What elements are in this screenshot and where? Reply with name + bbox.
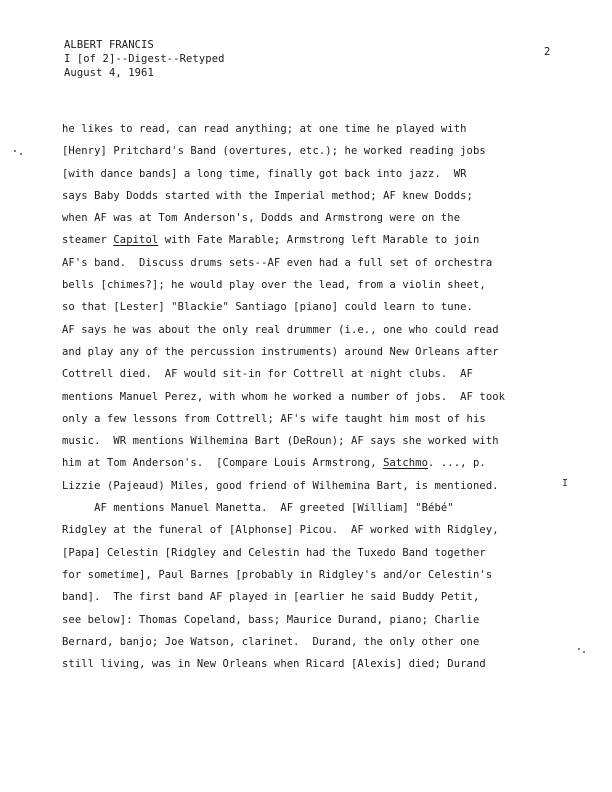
header-name: ALBERT FRANCIS (64, 39, 154, 51)
body-line: AF's band. Discuss drums sets--AF even had a full set of orchestra (62, 256, 493, 269)
body-line: [with dance bands] a long time, finally got back into jazz. WR (62, 167, 467, 180)
header-date: August 4, 1961 (64, 67, 154, 79)
scan-speck (578, 648, 580, 650)
scan-speck (583, 651, 585, 653)
body-line: [Papa] Celestin [Ridgley and Celestin had the Tuxedo Band together (62, 546, 486, 559)
page-number: 2 (544, 46, 551, 58)
body-line: AF mentions Manuel Manetta. AF greeted [William] "Bébé" (62, 502, 454, 515)
body-line: band]. The first band AF played in [earlier he said Buddy Petit, (62, 591, 480, 604)
body-text: him at Tom Anderson's. [Compare Louis Armstrong, (62, 457, 384, 470)
body-line: Cottrell died. AF would sit-in for Cottrell at night clubs. AF (62, 368, 473, 381)
body-line: when AF was at Tom Anderson's, Dodds and Armstrong were on the (62, 212, 461, 225)
body-text: . ..., p. (428, 457, 486, 470)
body-line (62, 229, 572, 251)
scan-speck (20, 153, 22, 155)
body-line: Bernard, banjo; Joe Watson, clarinet. Durand, the only other one (62, 635, 480, 648)
body-line: he likes to read, can read anything; at one time he played with (62, 123, 467, 135)
body-line: so that [Lester] "Blackie" Santiago [piano] could learn to tune. (62, 301, 473, 314)
body-line: Ridgley at the funeral of [Alphonse] Picou. AF worked with Ridgley, (62, 524, 499, 537)
document-header (64, 38, 225, 80)
body-line: Lizzie (Pajeaud) Miles, good friend of Wilhemina Bart, is mentioned. (62, 479, 499, 492)
body-line: says Baby Dodds started with the Imperial method; AF knew Dodds; (62, 189, 473, 202)
body-line: mentions Manuel Perez, with whom he worked a number of jobs. AF took (62, 390, 506, 403)
margin-bar-mark: I (562, 478, 569, 489)
body-line (62, 452, 572, 474)
body-line: see below]: Thomas Copeland, bass; Maurice Durand, piano; Charlie (62, 613, 480, 626)
document-body (62, 118, 572, 675)
body-line: for sometime], Paul Barnes [probably in Ridgley's and/or Celestin's (62, 568, 493, 581)
body-line: AF says he was about the only real drummer (i.e., one who could read (62, 323, 499, 336)
body-line: only a few lessons from Cottrell; AF's wife taught him most of his (62, 412, 486, 425)
underlined-title: Capitol (113, 234, 159, 247)
body-line: bells [chimes?]; he would play over the lead, from a violin sheet, (62, 279, 486, 292)
body-text: with Fate Marable; Armstrong left Marable to join (158, 234, 480, 247)
body-line: music. WR mentions Wilhemina Bart (DeRoun); AF says she worked with (62, 435, 499, 448)
body-text: steamer (62, 234, 114, 247)
header-subtitle: I [of 2]--Digest--Retyped (64, 53, 225, 65)
scan-speck (14, 150, 16, 152)
body-line: still living, was in New Orleans when Ricard [Alexis] died; Durand (62, 658, 486, 671)
underlined-title: Satchmo (383, 457, 429, 470)
body-line: [Henry] Pritchard's Band (overtures, etc.); he worked reading jobs (62, 145, 486, 158)
body-line: and play any of the percussion instruments) around New Orleans after (62, 345, 499, 358)
